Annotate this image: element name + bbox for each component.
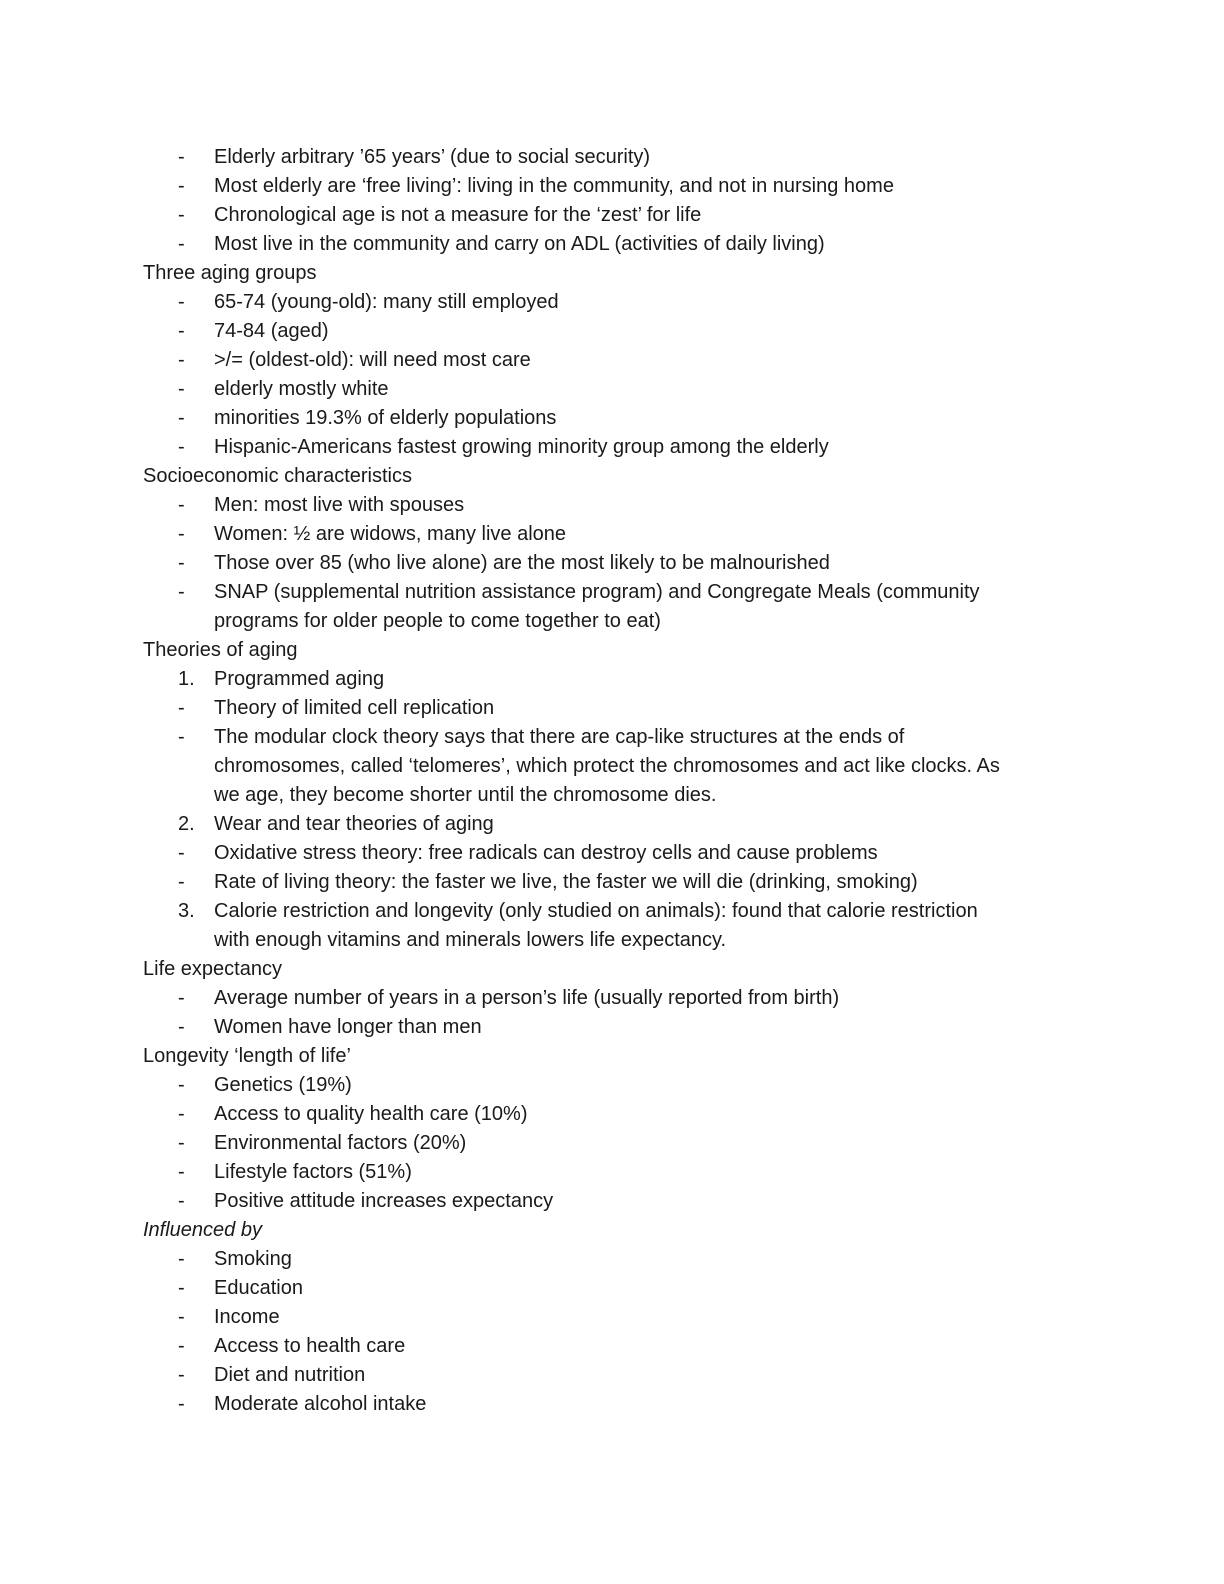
section-heading: Influenced by	[143, 1219, 262, 1241]
section-heading: Life expectancy	[143, 958, 282, 980]
list-marker: -	[178, 1132, 185, 1154]
list-item-text: Income	[214, 1306, 280, 1328]
list-item	[0, 520, 1224, 549]
section-heading: Socioeconomic characteristics	[143, 465, 412, 487]
list-item	[0, 984, 1224, 1013]
list-item-text: Theory of limited cell replication	[214, 697, 495, 719]
list-item	[0, 1390, 1224, 1419]
list-marker: -	[178, 1335, 185, 1357]
list-item-text: Average number of years in a person’s life (usually reported from birth)	[214, 987, 840, 1009]
list-marker: -	[178, 1103, 185, 1125]
list-marker: -	[178, 320, 185, 342]
list-marker: -	[178, 378, 185, 400]
list-item-text: Environmental factors (20%)	[214, 1132, 467, 1154]
section-heading: Three aging groups	[143, 262, 317, 284]
list-item-text: Calorie restriction and longevity (only studied on animals): found that calorie restriction	[214, 900, 978, 922]
list-marker: -	[178, 175, 185, 197]
list-item-text: 74-84 (aged)	[214, 320, 329, 342]
list-item-text: with enough vitamins and minerals lowers life expectancy.	[214, 929, 727, 951]
list-item	[0, 1332, 1224, 1361]
list-marker: -	[178, 1074, 185, 1096]
list-item	[0, 346, 1224, 375]
list-item	[0, 752, 1224, 781]
list-item	[0, 1245, 1224, 1274]
list-marker: -	[178, 1248, 185, 1270]
list-item	[0, 607, 1224, 636]
list-item-text: Women: ½ are widows, many live alone	[214, 523, 567, 545]
list-item-text: Smoking	[214, 1248, 292, 1270]
list-item	[0, 317, 1224, 346]
list-item	[0, 723, 1224, 752]
list-marker: -	[178, 1161, 185, 1183]
list-item-text: Most elderly are ‘free living’: living in the community, and not in nursing home	[214, 175, 894, 197]
list-item-text: minorities 19.3% of elderly populations	[214, 407, 557, 429]
list-item	[0, 1158, 1224, 1187]
list-marker: -	[178, 233, 185, 255]
list-item	[0, 810, 1224, 839]
list-marker: 1.	[178, 668, 195, 690]
list-marker: -	[178, 291, 185, 313]
list-item	[0, 404, 1224, 433]
list-item-text: Women have longer than men	[214, 1016, 482, 1038]
list-item	[0, 1303, 1224, 1332]
list-item	[0, 230, 1224, 259]
list-item-text: Positive attitude increases expectancy	[214, 1190, 554, 1212]
list-item-text: Those over 85 (who live alone) are the most likely to be malnourished	[214, 552, 830, 574]
list-marker: -	[178, 1393, 185, 1415]
list-item	[0, 1274, 1224, 1303]
list-item-text: we age, they become shorter until the chromosome dies.	[214, 784, 717, 806]
list-item-text: Elderly arbitrary ’65 years’ (due to social security)	[214, 146, 651, 168]
list-marker: -	[178, 871, 185, 893]
list-item	[0, 1361, 1224, 1390]
list-marker: -	[178, 726, 185, 748]
list-item	[0, 288, 1224, 317]
list-item-text: Hispanic-Americans fastest growing minority group among the elderly	[214, 436, 829, 458]
list-item-text: SNAP (supplemental nutrition assistance program) and Congregate Meals (community	[214, 581, 980, 603]
list-item-text: 65-74 (young-old): many still employed	[214, 291, 559, 313]
list-marker: -	[178, 146, 185, 168]
list-item-text: Oxidative stress theory: free radicals can destroy cells and cause problems	[214, 842, 878, 864]
list-item-text: Men: most live with spouses	[214, 494, 465, 516]
list-item-text: Lifestyle factors (51%)	[214, 1161, 412, 1183]
list-item-text: Wear and tear theories of aging	[214, 813, 494, 835]
list-item	[0, 578, 1224, 607]
list-marker: -	[178, 494, 185, 516]
section-heading: Theories of aging	[143, 639, 298, 661]
list-marker: -	[178, 1306, 185, 1328]
list-marker: 3.	[178, 900, 195, 922]
list-item	[0, 897, 1224, 926]
list-item	[0, 1129, 1224, 1158]
list-item	[0, 1013, 1224, 1042]
list-item-text: The modular clock theory says that there are cap-like structures at the ends of	[214, 726, 905, 748]
list-marker: -	[178, 407, 185, 429]
list-marker: -	[178, 581, 185, 603]
list-marker: -	[178, 1277, 185, 1299]
list-item	[0, 1100, 1224, 1129]
list-item	[0, 491, 1224, 520]
list-item-text: Most live in the community and carry on ADL (activities of daily living)	[214, 233, 825, 255]
list-item-text: Access to health care	[214, 1335, 406, 1357]
list-item	[0, 172, 1224, 201]
list-item-text: programs for older people to come together to eat)	[214, 610, 661, 632]
list-item-text: Programmed aging	[214, 668, 385, 690]
list-marker: -	[178, 349, 185, 371]
list-marker: -	[178, 436, 185, 458]
section-heading: Longevity ‘length of life’	[143, 1045, 351, 1067]
list-item	[0, 1187, 1224, 1216]
list-item-text: Access to quality health care (10%)	[214, 1103, 528, 1125]
list-marker: -	[178, 697, 185, 719]
list-marker: -	[178, 1190, 185, 1212]
document-page	[0, 143, 1224, 1419]
list-item-text: Education	[214, 1277, 303, 1299]
list-item	[0, 926, 1224, 955]
list-item	[0, 839, 1224, 868]
list-marker: -	[178, 842, 185, 864]
list-marker: -	[178, 204, 185, 226]
list-item	[0, 375, 1224, 404]
list-item	[0, 143, 1224, 172]
list-item	[0, 433, 1224, 462]
list-item-text: >/= (oldest-old): will need most care	[214, 349, 531, 371]
list-marker: 2.	[178, 813, 195, 835]
list-item	[0, 781, 1224, 810]
list-item-text: chromosomes, called ‘telomeres’, which protect the chromosomes and act like clocks. As	[214, 755, 1000, 777]
list-item-text: Genetics (19%)	[214, 1074, 352, 1096]
list-item	[0, 665, 1224, 694]
list-item	[0, 549, 1224, 578]
list-marker: -	[178, 523, 185, 545]
list-marker: -	[178, 1364, 185, 1386]
list-item-text: elderly mostly white	[214, 378, 389, 400]
list-marker: -	[178, 552, 185, 574]
list-marker: -	[178, 987, 185, 1009]
list-item	[0, 694, 1224, 723]
list-item-text: Diet and nutrition	[214, 1364, 366, 1386]
list-item	[0, 201, 1224, 230]
list-marker: -	[178, 1016, 185, 1038]
list-item-text: Moderate alcohol intake	[214, 1393, 427, 1415]
list-item-text: Rate of living theory: the faster we live, the faster we will die (drinking, smoking)	[214, 871, 918, 893]
list-item	[0, 868, 1224, 897]
list-item	[0, 1071, 1224, 1100]
list-item-text: Chronological age is not a measure for the ‘zest’ for life	[214, 204, 702, 226]
